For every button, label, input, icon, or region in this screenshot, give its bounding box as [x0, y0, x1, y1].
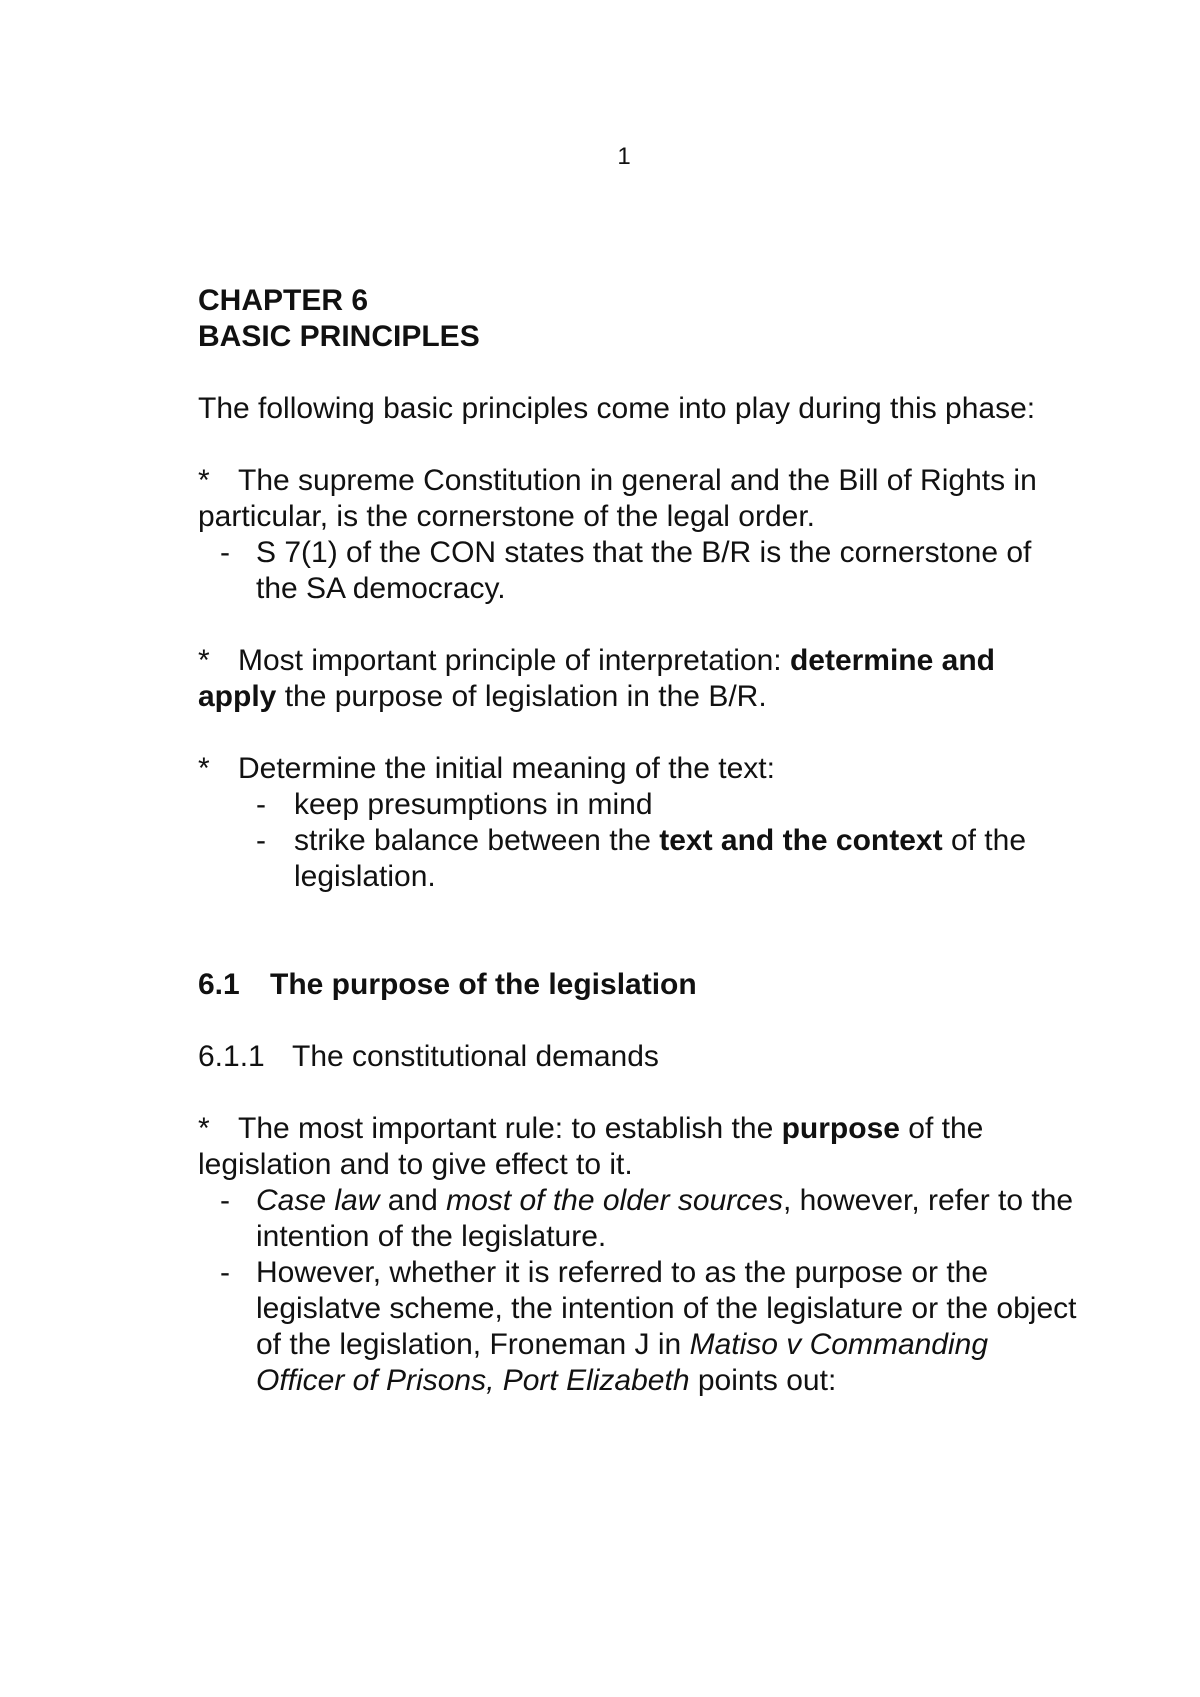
bullet-text: The supreme Constitution in general and the Bill of Rights in particular, is the cornerstone of the legal order. — [198, 464, 1037, 533]
subsection-heading-6-1-1 — [198, 1039, 1078, 1075]
bullet-text-pre: The most important rule: to establish the — [238, 1112, 782, 1145]
page-content — [198, 283, 1078, 1399]
bullet-star: * — [198, 1112, 210, 1145]
dash-marker: - — [256, 788, 266, 821]
section-title: The purpose of the legislation — [270, 968, 697, 1001]
bullet-initial-meaning — [198, 751, 1078, 787]
sub-item-text-pre: However, whether it is referred to as the purpose or the legislatve scheme, the intention of the legislature or the object of the legislation, Froneman J in — [256, 1256, 1077, 1361]
sub-item-text-mid: and — [379, 1184, 447, 1217]
sub-item-balance — [198, 823, 1078, 895]
section-number: 6.1 — [198, 968, 240, 1001]
bullet-text-post: of the legislation and to give effect to it. — [198, 1112, 984, 1181]
sub-item-s7 — [198, 535, 1078, 607]
sub-item-text-pre: strike balance between the — [294, 824, 660, 857]
sub-item-case-citation: Matiso v Commanding Officer of Prisons, Port Elizabeth — [256, 1328, 989, 1397]
bullet-text-bold: purpose — [781, 1112, 900, 1145]
sub-item-text: keep presumptions in mind — [294, 788, 653, 821]
dash-marker: - — [220, 1184, 230, 1217]
chapter-number: CHAPTER 6 — [198, 284, 369, 317]
sub-item-text-bold: text and the context — [659, 824, 943, 857]
bullet-star: * — [198, 644, 210, 677]
subsection-title: The constitutional demands — [292, 1040, 659, 1073]
sub-item-text: S 7(1) of the CON states that the B/R is the cornerstone of the SA democracy. — [256, 536, 1032, 605]
sub-item-italic-2: most of the older sources — [446, 1184, 783, 1217]
intro-paragraph: The following basic principles come into play during this phase: — [198, 392, 1036, 425]
sub-item-text-post: points out: — [689, 1364, 837, 1397]
bullet-text: Determine the initial meaning of the text: — [238, 752, 775, 785]
bullet-text-post: the purpose of legislation in the B/R. — [276, 680, 767, 713]
dash-marker: - — [220, 1256, 230, 1289]
dash-marker: - — [256, 824, 266, 857]
bullet-most-important-rule — [198, 1111, 1078, 1183]
bullet-star: * — [198, 752, 210, 785]
sub-item-presumptions — [198, 787, 1078, 823]
bullet-text-bold: determine and apply — [198, 644, 995, 713]
section-heading-6-1 — [198, 967, 1078, 1003]
bullet-most-important-principle — [198, 643, 1078, 715]
page-number: 1 — [617, 143, 631, 170]
bullet-constitution — [198, 463, 1078, 535]
sub-item-case-law — [198, 1183, 1078, 1255]
subsection-number: 6.1.1 — [198, 1040, 265, 1073]
sub-item-text-post: of the legislation. — [294, 824, 1027, 893]
dash-marker: - — [220, 536, 230, 569]
sub-item-italic-1: Case law — [256, 1184, 380, 1217]
bullet-text-pre: Most important principle of interpretation: — [238, 644, 790, 677]
chapter-title: BASIC PRINCIPLES — [198, 320, 480, 353]
bullet-star: * — [198, 464, 210, 497]
sub-item-froneman — [198, 1255, 1078, 1399]
sub-item-text-post: , however, refer to the intention of the legislature. — [256, 1184, 1074, 1253]
